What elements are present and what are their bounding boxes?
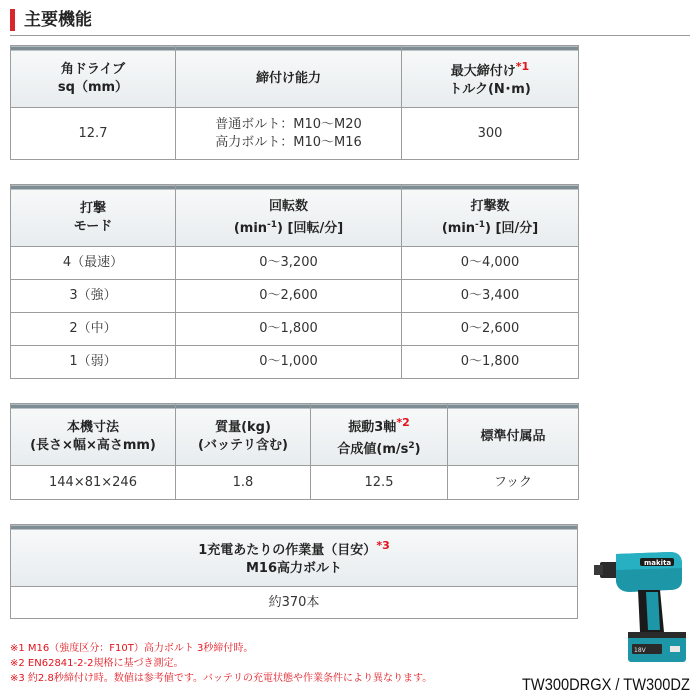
footnote-mark-2: *2 bbox=[396, 416, 410, 429]
header-torque-line2: トルク(N･m) bbox=[449, 82, 531, 97]
cell-ipm: 0〜1,800 bbox=[402, 346, 579, 379]
cell-ipm: 0〜3,400 bbox=[402, 280, 579, 313]
cell-weight: 1.8 bbox=[176, 466, 311, 500]
cell-accessory: フック bbox=[448, 466, 579, 500]
table-row bbox=[11, 280, 579, 313]
workload-table bbox=[10, 524, 578, 619]
footnote-mark-1: *1 bbox=[515, 60, 530, 73]
header-mode-line2: モード bbox=[73, 218, 113, 234]
footnote-3: ※3 約2.8秒締付け時。数値は参考値です。バッテリの充電状態や作業条件により異なります。 bbox=[10, 673, 433, 684]
cell-torque: 300 bbox=[402, 108, 579, 160]
header-capacity: 締付け能力 bbox=[176, 46, 402, 108]
footnotes bbox=[10, 641, 432, 686]
header-size-line1: 本機寸法 bbox=[66, 419, 119, 435]
capacity-table bbox=[10, 45, 579, 160]
capacity-line-normal: 普通ボルト：M10〜M20 bbox=[215, 116, 362, 132]
header-workload-line2: M16高力ボルト bbox=[245, 561, 343, 576]
footnote-1: ※1 M16（強度区分：F10T）高力ボルト 3秒締付時。 bbox=[10, 643, 254, 654]
section-title-marker bbox=[10, 9, 15, 31]
header-mode bbox=[11, 185, 176, 247]
header-drive-line2: sq（mm） bbox=[57, 79, 129, 95]
cell-drive: 12.7 bbox=[11, 108, 176, 160]
impact-wrench-icon bbox=[590, 540, 695, 675]
header-size-line2: (長さ×幅×高さmm) bbox=[30, 437, 156, 453]
cell-mode: 1（弱） bbox=[11, 346, 176, 379]
cell-vibration: 12.5 bbox=[311, 466, 448, 500]
cell-rpm: 0〜2,600 bbox=[176, 280, 402, 313]
cell-mode: 4（最速） bbox=[11, 247, 176, 280]
header-vibration bbox=[311, 404, 448, 466]
section-title-rule bbox=[10, 35, 690, 36]
header-ipm-unit: $(\min^{-1})$ [回/分] bbox=[441, 219, 539, 236]
table-row bbox=[11, 313, 579, 346]
header-size bbox=[11, 404, 176, 466]
cell-workload: 約370本 bbox=[11, 587, 578, 619]
header-accessory: 標準付属品 bbox=[448, 404, 579, 466]
header-weight-line2: (バッテリ含む) bbox=[198, 437, 288, 453]
table-row bbox=[11, 247, 579, 280]
header-vibration-line1: 振動3軸 bbox=[348, 420, 397, 435]
section-title: 主要機能 bbox=[24, 10, 92, 30]
header-drive bbox=[11, 46, 176, 108]
footnote-2: ※2 EN62841-2-2規格に基づき測定。 bbox=[10, 658, 184, 669]
cell-rpm: 0〜1,000 bbox=[176, 346, 402, 379]
svg-text:18V: 18V bbox=[634, 647, 646, 654]
header-rpm bbox=[176, 185, 402, 247]
cell-rpm: 0〜3,200 bbox=[176, 247, 402, 280]
cell-capacity bbox=[176, 108, 402, 160]
table-row bbox=[11, 346, 579, 379]
header-rpm-unit: $(\min^{-1})$ [回転/分] bbox=[233, 219, 344, 236]
cell-size: 144×81×246 bbox=[11, 466, 176, 500]
header-weight-line1: 質量(kg) bbox=[215, 419, 271, 435]
header-mode-line1: 打撃 bbox=[79, 200, 106, 216]
cell-ipm: 0〜4,000 bbox=[402, 247, 579, 280]
header-ipm-line1: 打撃数 bbox=[470, 198, 510, 214]
cell-mode: 2（中） bbox=[11, 313, 176, 346]
cell-ipm: 0〜2,600 bbox=[402, 313, 579, 346]
header-torque bbox=[402, 46, 579, 108]
cell-mode: 3（強） bbox=[11, 280, 176, 313]
svg-text:makita: makita bbox=[644, 559, 672, 567]
dimensions-table bbox=[10, 403, 579, 500]
header-weight bbox=[176, 404, 311, 466]
header-ipm bbox=[402, 185, 579, 247]
header-workload-line1: 1充電あたりの作業量（目安） bbox=[198, 543, 377, 558]
header-rpm-line1: 回転数 bbox=[268, 198, 308, 214]
model-name: TW300DRGX / TW300DZ bbox=[522, 675, 690, 694]
capacity-line-high: 高力ボルト：M10〜M16 bbox=[215, 134, 362, 150]
cell-rpm: 0〜1,800 bbox=[176, 313, 402, 346]
mode-table bbox=[10, 184, 579, 379]
header-drive-line1: 角ドライブ bbox=[60, 61, 126, 77]
header-workload bbox=[11, 525, 578, 587]
footnote-mark-3: *3 bbox=[376, 539, 390, 552]
header-torque-line1: 最大締付け bbox=[450, 64, 516, 79]
header-vibration-line2: 合成値$(m/s^2)$ bbox=[337, 441, 421, 457]
